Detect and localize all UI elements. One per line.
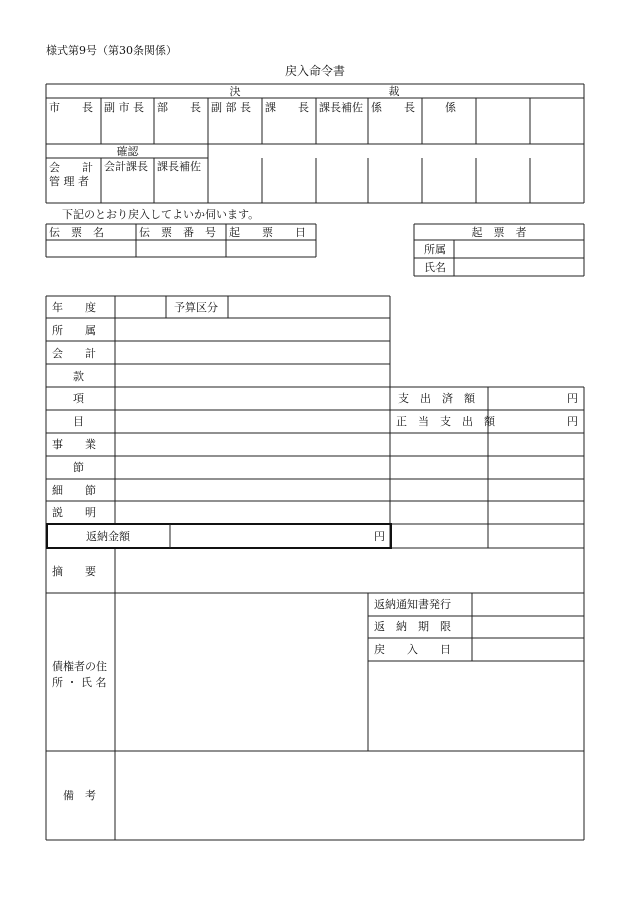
paid-amount-yen: 円 <box>567 392 578 405</box>
drafter-header: 起 票 者 <box>471 226 527 239</box>
approval-role-staff: 係 <box>445 101 456 114</box>
kakunin-role-accounting-manager: 会 計 管 理 者 <box>49 161 93 189</box>
approval-role-mayor: 市 長 <box>49 101 93 114</box>
slip-header-date: 起 票 日 <box>229 226 306 239</box>
approval-role-deputy-director: 副 部 長 <box>211 101 251 114</box>
kakunin-role-accounting-chief: 会計課長 <box>104 160 148 173</box>
page-title: 戻入命令書 <box>284 64 345 78</box>
row-accounting: 会 計 <box>52 347 96 360</box>
summary-label: 摘 要 <box>52 565 96 578</box>
kakunin-role-assistant-chief: 課長補佐 <box>157 160 201 173</box>
kessai-label-2: 裁 <box>388 85 400 98</box>
row-project: 事 業 <box>52 438 96 451</box>
budget-category-label: 予算区分 <box>174 301 218 314</box>
refund-amount-label: 返納金額 <box>86 530 130 543</box>
row-description: 説 明 <box>52 506 96 519</box>
approval-role-vice-mayor: 副 市 長 <box>104 101 144 114</box>
approval-role-director: 部 長 <box>157 101 201 114</box>
drafter-row-name: 氏名 <box>424 261 446 274</box>
approval-role-assistant-chief: 課長補佐 <box>319 101 363 114</box>
row-fiscal-year: 年 度 <box>52 301 96 314</box>
creditor-label: 債権者の住 所 ・ 氏 名 <box>52 660 107 689</box>
refund-deadline-label: 返 納 期 限 <box>374 620 451 633</box>
kakunin-label: 確認 <box>116 145 139 158</box>
row-affiliation: 所 属 <box>52 324 96 337</box>
row-kan: 款 <box>73 370 84 383</box>
slip-header-name: 伝 票 名 <box>49 226 104 239</box>
refund-notice-issue-label: 返納通知書発行 <box>374 598 451 611</box>
main-table-lines <box>46 296 584 840</box>
kessai-label-1: 決 <box>229 85 241 98</box>
slip-header-number: 伝 票 番 号 <box>139 226 216 239</box>
paid-amount-label: 支 出 済 額 <box>398 392 475 405</box>
row-sub-setsu: 細 節 <box>52 484 96 497</box>
request-note: 下記のとおり戻入してよいか伺います。 <box>62 208 260 221</box>
row-moku: 目 <box>73 415 84 428</box>
proper-amount-label: 正 当 支 出 額 <box>396 415 495 428</box>
row-kou: 項 <box>73 392 84 405</box>
reentry-date-label: 戻 入 日 <box>374 643 451 656</box>
drafter-row-affiliation: 所属 <box>424 243 446 256</box>
approval-role-subsection-chief: 係 長 <box>371 101 415 114</box>
row-setsu: 節 <box>73 461 84 474</box>
form-number: 様式第9号（第30条関係） <box>46 44 177 57</box>
refund-amount-yen: 円 <box>374 530 385 543</box>
remarks-label: 備 考 <box>63 789 96 802</box>
proper-amount-yen: 円 <box>567 415 578 428</box>
approval-role-section-chief: 課 長 <box>265 101 309 114</box>
